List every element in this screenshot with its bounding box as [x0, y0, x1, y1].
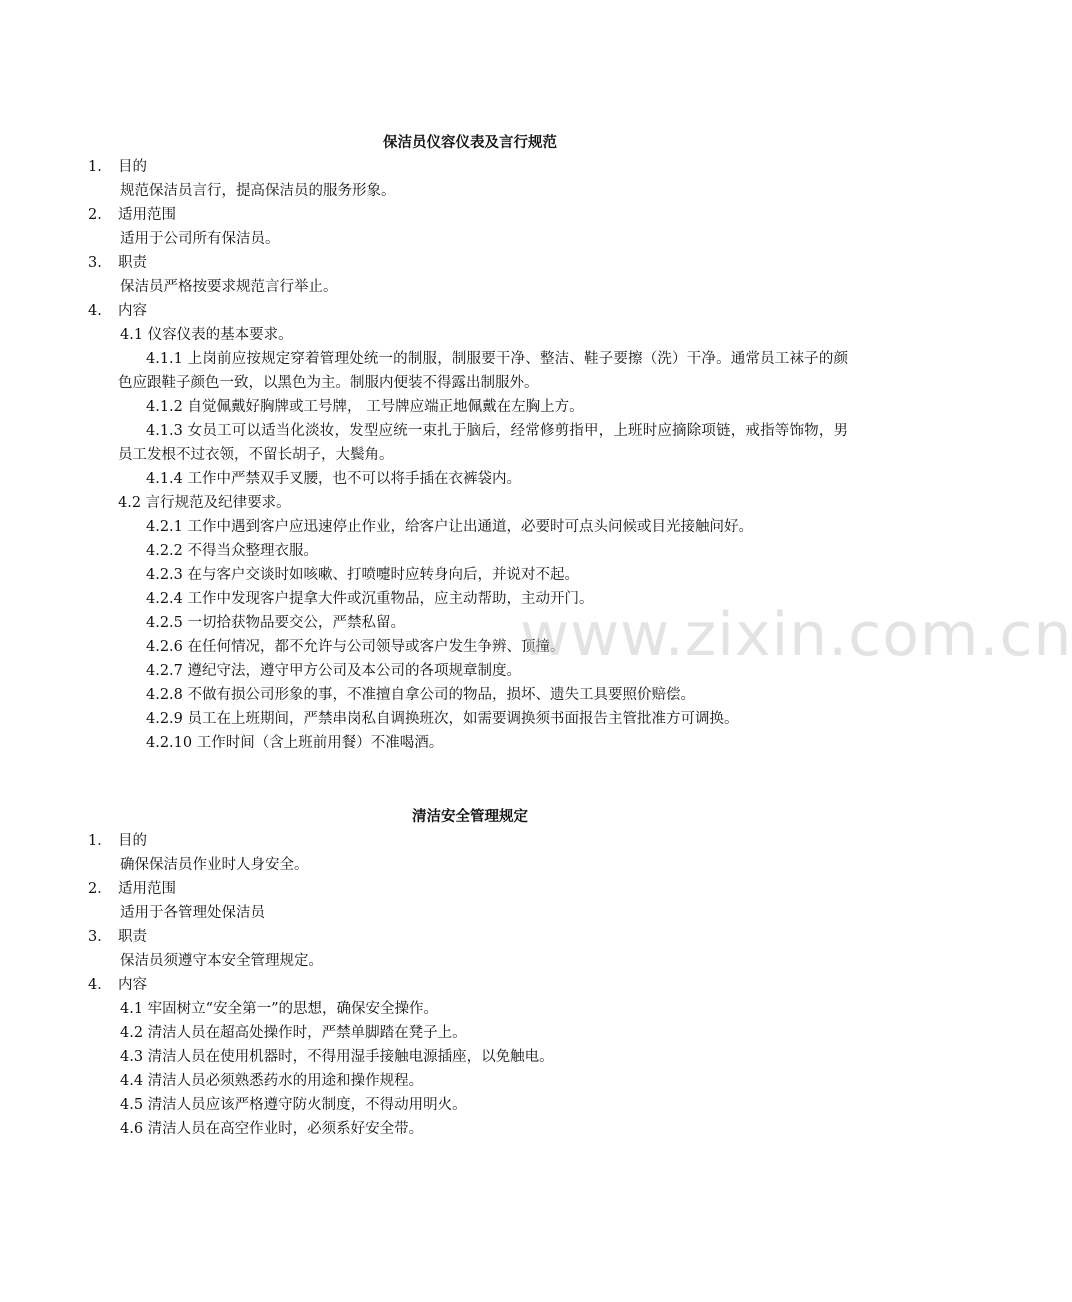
- section-heading: 内容: [118, 977, 147, 993]
- doc2-section-3-heading: [88, 928, 147, 946]
- section-heading: 目的: [118, 159, 147, 175]
- section-heading: 职责: [118, 255, 147, 271]
- section-number: 3.: [88, 255, 102, 271]
- paragraph-4-2-7: 4.2.7 遵纪守法，遵守甲方公司及本公司的各项规章制度。: [146, 663, 522, 679]
- section-number: 4.: [88, 303, 102, 319]
- section-heading: 目的: [118, 833, 147, 849]
- doc1-section-1-body: 规范保洁员言行，提高保洁员的服务形象。: [120, 183, 396, 199]
- paragraph-4-2-9: 4.2.9 员工在上班期间，严禁串岗私自调换班次，如需要调换须书面报告主管批准方可调换。: [146, 711, 739, 727]
- doc2-section-3-body: 保洁员须遵守本安全管理规定。: [120, 953, 323, 969]
- paragraph-4-1-3: 4.1.3 女员工可以适当化淡妆，发型应统一束扎于脑后，经常修剪指甲，上班时应摘除项链，戒指等饰物，男员工发根不过衣领，不留长胡子，大鬓角。: [118, 423, 848, 463]
- doc2-title: 清洁安全管理规定: [412, 809, 528, 825]
- section-heading: 内容: [118, 303, 147, 319]
- paragraph-4-2-2: 4.2.2 不得当众整理衣服。: [146, 543, 319, 559]
- doc1-section-1-heading: [88, 158, 147, 176]
- doc1-section-3-body: 保洁员严格按要求规范言行举止。: [120, 279, 338, 295]
- doc2-item-4-2: 4.2 清洁人员在超高处操作时，严禁单脚踏在凳子上。: [120, 1025, 467, 1041]
- section-heading: 职责: [118, 929, 147, 945]
- doc1-section-4-heading: [88, 302, 147, 320]
- paragraph-4-2-5: 4.2.5 一切拾获物品要交公，严禁私留。: [146, 615, 406, 631]
- doc2-section-1-body: 确保保洁员作业时人身安全。: [120, 857, 309, 873]
- doc2-section-2-heading: [88, 880, 176, 898]
- section-heading: 适用范围: [118, 881, 176, 897]
- doc1-subsection-4-2: 4.2 言行规范及纪律要求。: [118, 495, 291, 511]
- section-number: 2.: [88, 207, 102, 223]
- paragraph-4-2-8: 4.2.8 不做有损公司形象的事，不准擅自拿公司的物品，损坏、遗失工具要照价赔偿。: [146, 687, 696, 703]
- paragraph-4-1-2: 4.1.2 自觉佩戴好胸牌或工号牌， 工号牌应端正地佩戴在左胸上方。: [146, 399, 584, 415]
- doc1-section-2-heading: [88, 206, 176, 224]
- doc2-section-1-heading: [88, 832, 147, 850]
- doc1-title: 保洁员仪容仪表及言行规范: [383, 135, 557, 151]
- section-heading: 适用范围: [118, 207, 176, 223]
- section-number: 4．: [88, 977, 112, 993]
- paragraph-4-1-4: 4.1.4 工作中严禁双手叉腰，也不可以将手插在衣裤袋内。: [146, 471, 522, 487]
- paragraph-4-2-10: 4.2.10 工作时间（含上班前用餐）不准喝酒。: [146, 735, 444, 751]
- doc2-section-2-body: 适用于各管理处保洁员: [120, 905, 265, 921]
- section-number: 1.: [88, 159, 102, 175]
- doc2-item-4-5: 4.5 清洁人员应该严格遵守防火制度，不得动用明火。: [120, 1097, 467, 1113]
- section-number: 3．: [88, 929, 112, 945]
- paragraph-4-2-4: 4.2.4 工作中发现客户提拿大件或沉重物品，应主动帮助，主动开门。: [146, 591, 594, 607]
- doc2-item-4-4: 4.4 清洁人员必须熟悉药水的用途和操作规程。: [120, 1073, 424, 1089]
- paragraph-4-2-3: 4.2.3 在与客户交谈时如咳嗽、打喷嚏时应转身向后，并说对不起。: [146, 567, 580, 583]
- doc2-section-4-heading: [88, 976, 147, 994]
- doc2-item-4-1: 4.1 牢固树立“安全第一”的思想，确保安全操作。: [120, 1001, 438, 1017]
- doc2-item-4-6: 4.6 清洁人员在高空作业时，必须系好安全带。: [120, 1121, 424, 1137]
- doc1-section-2-body: 适用于公司所有保洁员。: [120, 231, 280, 247]
- paragraph-4-1-1: 4.1.1 上岗前应按规定穿着管理处统一的制服，制服要干净、整洁、鞋子要擦（洗）干净。通常员工袜子的颜色应跟鞋子颜色一致，以黑色为主。制服内便装不得露出制服外。: [118, 351, 848, 391]
- doc1-subsection-4-1: 4.1 仪容仪表的基本要求。: [120, 327, 293, 343]
- doc2-item-4-3: 4.3 清洁人员在使用机器时，不得用湿手接触电源插座，以免触电。: [120, 1049, 554, 1065]
- paragraph-4-2-1: 4.2.1 工作中遇到客户应迅速停止作业，给客户让出通道，必要时可点头问候或目光接触问好。: [146, 519, 753, 535]
- paragraph-4-2-6: 4.2.6 在任何情况，都不允许与公司领导或客户发生争辨、顶撞。: [146, 639, 565, 655]
- doc1-section-3-heading: [88, 254, 147, 272]
- section-number: 1．: [88, 833, 112, 849]
- site-watermark: www.zixin.com.cn: [520, 600, 1072, 670]
- section-number: 2．: [88, 881, 112, 897]
